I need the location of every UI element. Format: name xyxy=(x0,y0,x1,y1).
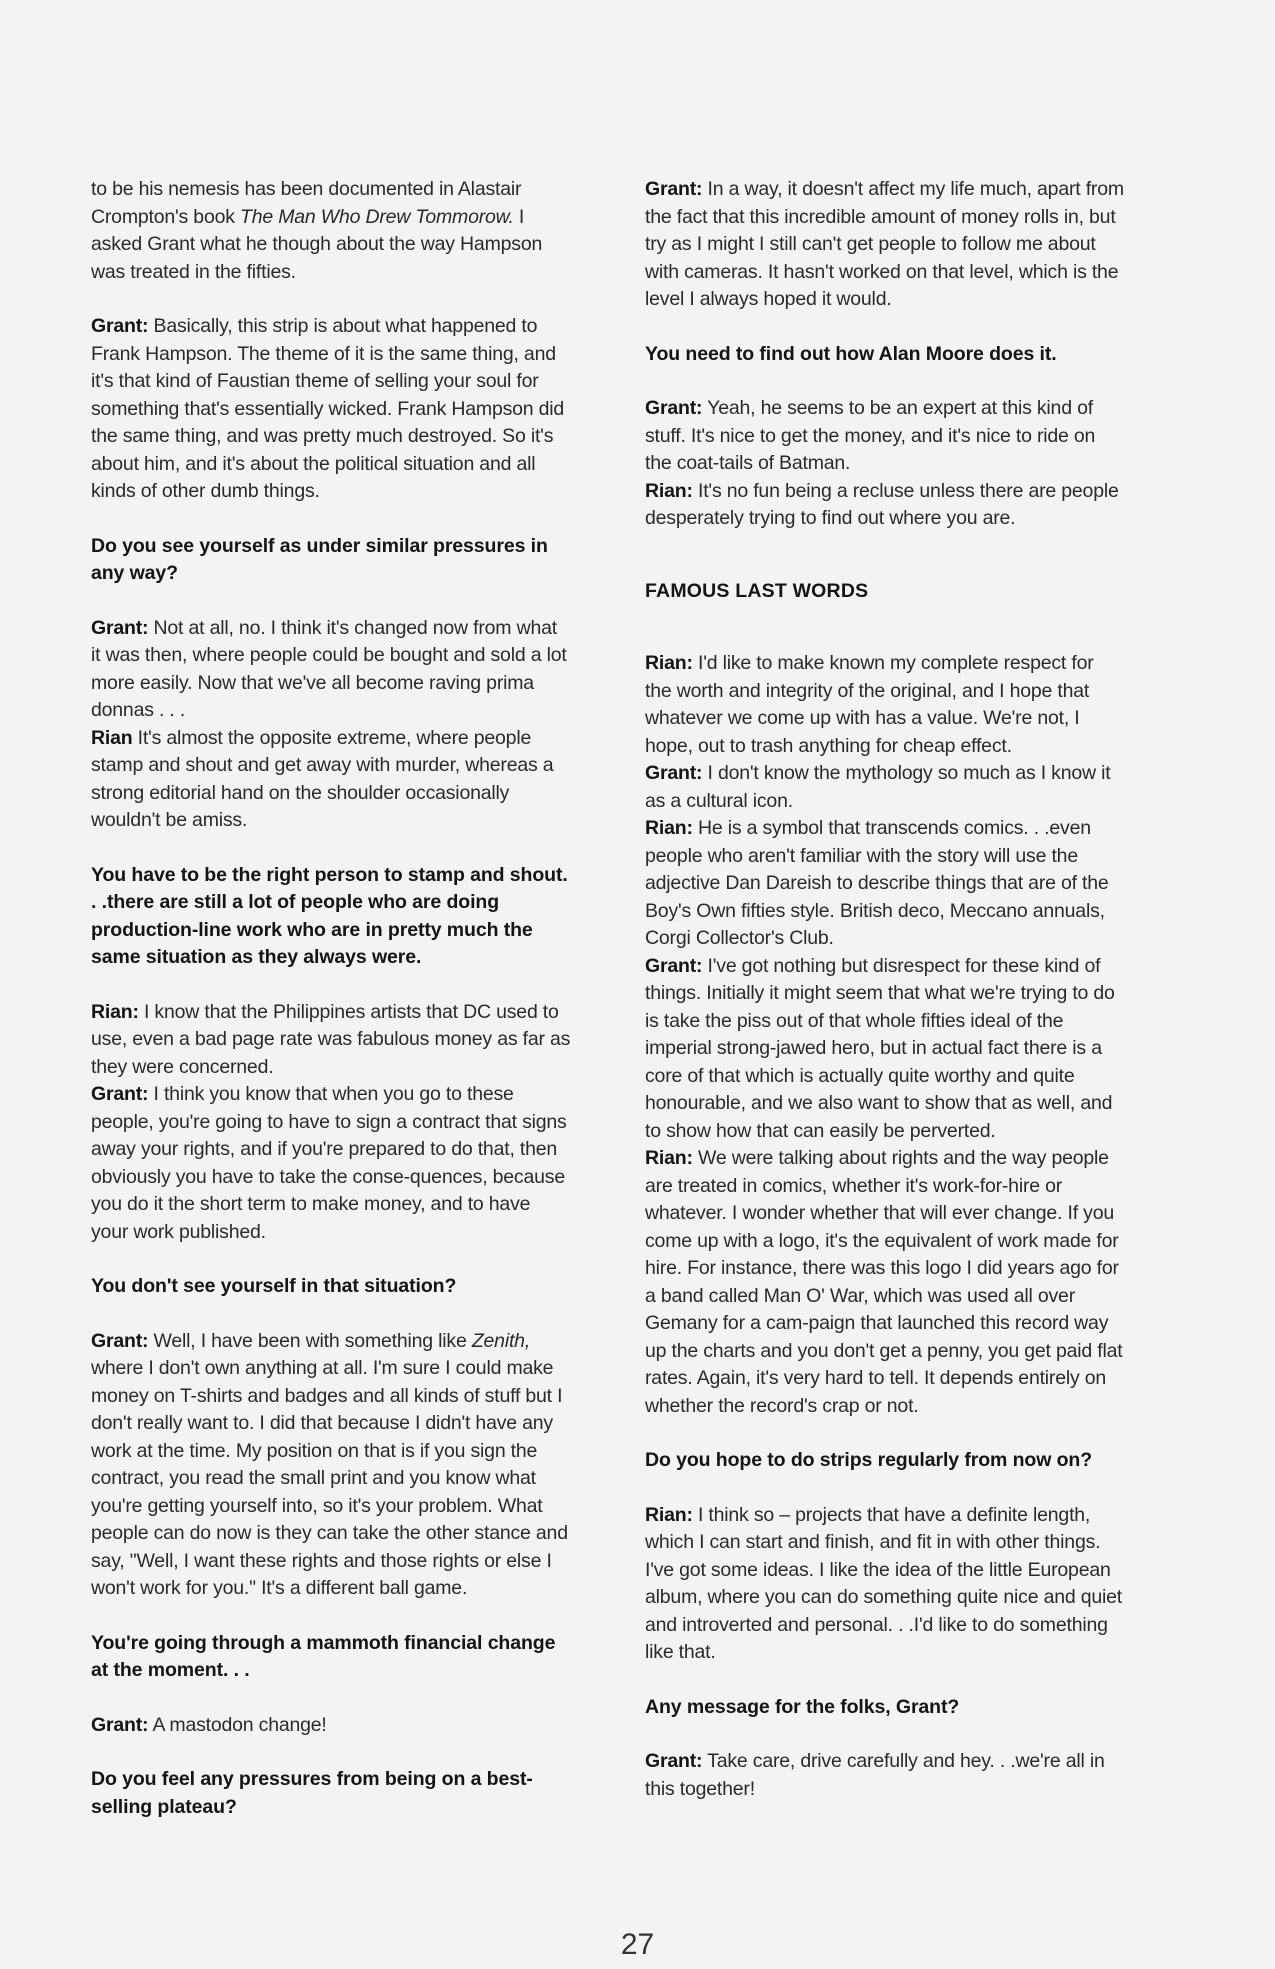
right-column xyxy=(645,176,1125,1803)
speaker-name: Rian: xyxy=(645,479,693,502)
answer-paragraph: Grant: In a way, it doesn't affect my life much, apart from the fact that this incredible amount of money rolls in, but try as I might I still can't get people to follow me about with cameras. It hasn't worked on that level, which is the level I always hoped it would. xyxy=(645,178,1124,310)
answer-paragraph: Grant: I've got nothing but disrespect for these kind of things. Initially it might seem that what we're trying to do is take the piss out of that whole fifties ideal of the imperial strong-jawed hero, but in actual fact there is a core of that which is actually quite worthy and quite honourable, and we also want to show that as well, and to show how that can easily be perverted. xyxy=(645,954,1115,1142)
interview-question: Any message for the folks, Grant? xyxy=(645,1695,960,1718)
answer-paragraph: Grant: Yeah, he seems to be an expert at this kind of stuff. It's nice to get the money, and it's nice to ride on the coat-tails of Batman. xyxy=(645,397,1096,474)
intro-paragraph: to be his nemesis has been documented in Alastair Crompton's book The Man Who Drew Tommorow. I asked Grant what he though about the way Hampson was treated in the fifties. xyxy=(91,178,543,283)
answer-paragraph: Grant: I don't know the mythology so much as I know it as a cultural icon. xyxy=(645,762,1111,812)
section-heading: FAMOUS LAST WORDS xyxy=(645,579,869,602)
book-title: The Man Who Drew Tommorow. xyxy=(240,205,514,228)
speaker-name: Rian: xyxy=(91,1000,139,1023)
series-title: Zenith, xyxy=(471,1329,531,1352)
answer-paragraph: Grant: Not at all, no. I think it's changed now from what it was then, where people could be bought and sold a lot more easily. Now that we've all become raving prima donnas . . . xyxy=(91,616,567,721)
answer-paragraph: Grant: A mastodon change! xyxy=(91,1713,327,1736)
interview-question: You're going through a mammoth financial change at the moment. . . xyxy=(91,1631,556,1681)
interview-question: You have to be the right person to stamp and shout. . .there are still a lot of people who are doing production-line work who are in pretty much the same situation as they always were. xyxy=(91,863,568,968)
answer-paragraph: Rian: It's no fun being a recluse unless there are people desperately trying to find out where you are. xyxy=(645,479,1119,529)
interview-question: Do you feel any pressures from being on a best-selling plateau? xyxy=(91,1768,533,1818)
speaker-name: Grant: xyxy=(645,178,703,200)
answer-paragraph: Grant: Well, I have been with something like Zenith, where I don't own anything at all. I'm sure I could make money on T-shirts and badges and all kinds of stuff but I don't really want to. I did that because I didn't have any work at the time. My position on that is if you sign the contract, you read the small print and you know what you're getting yourself into, so it's your problem. What people can do now is they can take the other stance and say, "Well, I want these rights and those rights or else I won't work for you." It's a different ball game. xyxy=(91,1329,568,1599)
answer-paragraph: Rian: We were talking about rights and the way people are treated in comics, whether it's work-for-hire or whatever. I wonder whether that will ever change. If you come up with a logo, it's the equivalent of work made for hire. For instance, there was this logo I did years ago for a band called Man O' War, which was used all over Gemany for a cam-paign that launched this record way up the charts and you don't get a penny, you get paid flat rates. Again, it's very hard to tell. It depends entirely on whether the record's crap or not. xyxy=(645,1147,1123,1417)
speaker-name: Rian: xyxy=(645,1503,693,1526)
speaker-name: Rian: xyxy=(645,817,693,839)
answer-paragraph: Rian It's almost the opposite extreme, where people stamp and shout and get away with murder, whereas a strong editorial hand on the shoulder occasionally wouldn't be amiss. xyxy=(91,726,554,831)
speaker-name: Grant: xyxy=(645,1750,703,1772)
interview-question: You don't see yourself in that situation? xyxy=(91,1275,457,1297)
answer-paragraph: Rian: I think so – projects that have a definite length, which I can start and finish, and fit in with other things. I've got some ideas. I like the idea of the little European album, where you can do something quite nice and quiet and introverted and personal. . .I'd like to do something like that. xyxy=(645,1503,1123,1663)
speaker-name: Grant: xyxy=(91,315,149,337)
speaker-name: Grant: xyxy=(91,616,149,639)
left-column xyxy=(91,176,571,1821)
answer-paragraph: Grant: Take care, drive carefully and hey. . .we're all in this together! xyxy=(645,1750,1105,1800)
interview-question: Do you see yourself as under similar pressures in any way? xyxy=(91,534,548,584)
speaker-name: Grant: xyxy=(645,397,703,419)
speaker-name: Grant: xyxy=(91,1713,149,1736)
speaker-name: Grant: xyxy=(91,1329,149,1352)
answer-paragraph: Grant: Basically, this strip is about what happened to Frank Hampson. The theme of it is the same thing, and it's that kind of Faustian theme of selling your soul for something that's essentially wicked. Frank Hampson did the same thing, and was pretty much destroyed. So it's about him, and it's about the political situation and all kinds of other dumb things. xyxy=(91,315,565,502)
answer-paragraph: Rian: I know that the Philippines artists that DC used to use, even a bad page rate was fabulous money as far as they were concerned. xyxy=(91,1000,571,1078)
answer-paragraph: Grant: I think you know that when you go to these people, you're going to have to sign a contract that signs away your rights, and if you're prepared to do that, then obviously you have to take the conse-quences, because you do it the short term to make money, and to have your work published. xyxy=(91,1083,567,1243)
answer-paragraph: Rian: He is a symbol that transcends comics. . .even people who aren't familiar with the story will use the adjective Dan Dareish to describe things that are of the Boy's Own fifties style. British deco, Meccano annuals, Corgi Collector's Club. xyxy=(645,817,1109,949)
speaker-name: Rian: xyxy=(645,1147,693,1169)
page-number: 27 xyxy=(620,1928,655,1961)
speaker-name: Grant: xyxy=(91,1083,149,1105)
answer-paragraph: Rian: I'd like to make known my complete respect for the worth and integrity of the original, and I hope that whatever we come up with has a value. We're not, I hope, out to trash anything for cheap effect. xyxy=(645,652,1094,757)
interview-question: You need to find out how Alan Moore does it. xyxy=(645,342,1057,365)
speaker-name: Grant: xyxy=(645,954,703,977)
speaker-name: Rian xyxy=(91,726,133,749)
interview-question: Do you hope to do strips regularly from now on? xyxy=(645,1449,1093,1471)
speaker-name: Rian: xyxy=(645,652,693,674)
speaker-name: Grant: xyxy=(645,762,703,784)
